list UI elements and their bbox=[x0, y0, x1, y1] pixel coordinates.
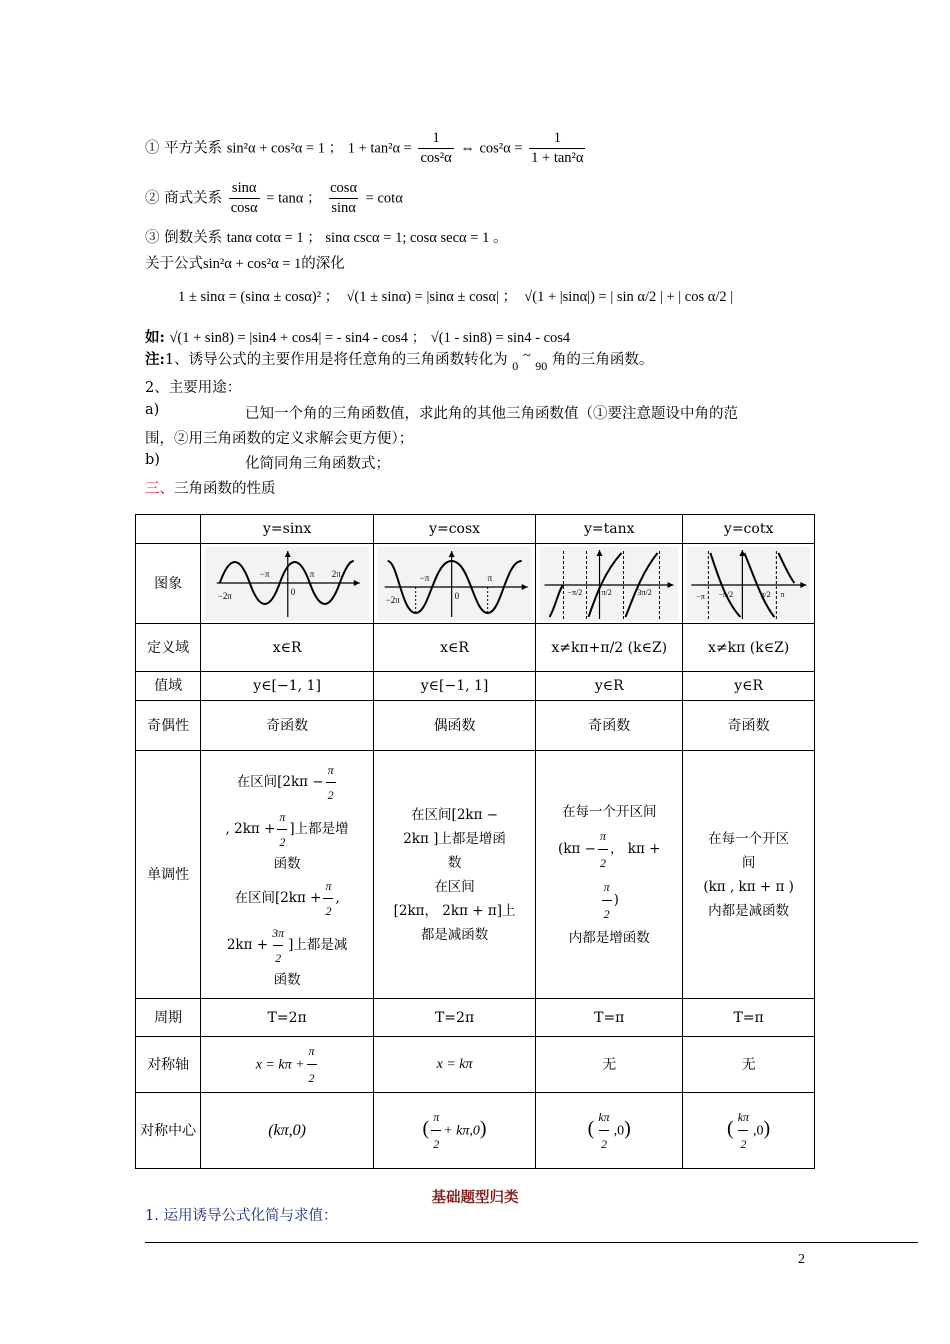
svg-text:−2π: −2π bbox=[385, 594, 400, 605]
graph-cos bbox=[373, 544, 535, 624]
svg-text:−π: −π bbox=[260, 568, 270, 579]
axis-sin: x = kπ + $\frac{\pi}{2}$ bbox=[201, 1037, 374, 1093]
cot-graph-image bbox=[687, 547, 810, 621]
example-line bbox=[145, 326, 570, 347]
square-relation-line bbox=[145, 130, 587, 167]
square-relation-eq1: sin²α + cos²α = 1 ； bbox=[226, 140, 344, 157]
row-label-axis: 对称轴 bbox=[136, 1037, 201, 1093]
mono-cos-text-3: 数 bbox=[447, 854, 462, 871]
row-label-period: 周期 bbox=[136, 999, 201, 1037]
example-eq-a: √(1 + sin8) = |sin4 + cos4| = - sin4 - cos4 ； bbox=[169, 330, 427, 346]
square-relation-eq2-frac: $\frac{1}{\text{cos²α}}$ bbox=[420, 130, 452, 166]
mono-tan-text-5: 内都是增函数 bbox=[568, 929, 650, 946]
period-tan: T=π bbox=[536, 999, 683, 1037]
svg-text:2π: 2π bbox=[332, 568, 342, 579]
mono-tan-text-1: 在每一个开区间 bbox=[562, 803, 657, 820]
quotient-frac-1: $\frac{\sin\alpha}{\cos\alpha}$ bbox=[230, 180, 258, 216]
mono-sin-text-1: 在区间[2kπ − bbox=[236, 773, 324, 790]
footer-divider bbox=[145, 1242, 918, 1243]
note1-end: 角的三角函数。 bbox=[551, 352, 654, 368]
table-row-monotonicity bbox=[136, 751, 815, 999]
period-cot: T=π bbox=[683, 999, 815, 1037]
square-relation-eq3-frac: $\frac{1}{\text{1 + tan²α}}$ bbox=[531, 130, 584, 166]
table-row-center bbox=[136, 1093, 815, 1169]
quotient-frac-2: $\frac{\cos\alpha}{\sin\alpha}$ bbox=[330, 180, 358, 216]
square-relation-eq3-left: cos²α = bbox=[479, 140, 523, 157]
deepening-text-b: 的深化 bbox=[301, 256, 345, 272]
note1-range-b: 90 bbox=[535, 359, 548, 373]
note-label: 注: bbox=[145, 351, 165, 368]
table-row-axis bbox=[136, 1037, 815, 1093]
axis-cos bbox=[373, 1037, 535, 1093]
mono-cos-text-5: [2kπ， 2kπ + π]上 bbox=[393, 902, 516, 919]
mono-cot-text-1: 在每一个开区 bbox=[708, 830, 790, 847]
axis-cos-text: x = kπ bbox=[436, 1057, 473, 1072]
row-label-range: 值域 bbox=[136, 672, 201, 701]
center-tan-text: ,0 bbox=[613, 1123, 625, 1139]
sin-graph-image bbox=[205, 547, 369, 621]
mono-sin-text-7: 2kπ + bbox=[226, 936, 269, 953]
svg-text:π: π bbox=[487, 572, 493, 583]
quotient-relation-label: ② 商式关系 bbox=[145, 190, 223, 207]
svg-text:−π/2: −π/2 bbox=[718, 589, 734, 599]
mono-sin: 在区间[2kπ − $\frac{\pi}{2}$ , 2kπ + $\frac{\pi}{2}$ ]上都是增 函数 在区间[2kπ + $\frac{\pi}{2}$ , 2kπ + $\frac{3\pi}{2}$ ]上都是减 函数 bbox=[201, 751, 374, 999]
mono-tan-text-4: ) bbox=[613, 891, 619, 908]
mono-cos-text-6: 都是减函数 bbox=[420, 926, 489, 943]
note-a-text: 已知一个角的三角函数值，求此角的其他三角函数值（①要注意题设中角的范 bbox=[245, 406, 738, 422]
row-label-monotonicity: 单调性 bbox=[136, 751, 201, 999]
deepening-formulas-line bbox=[178, 285, 733, 306]
section3-number: 三、 bbox=[145, 481, 174, 497]
mono-cos-text-1: 在区间[2kπ − bbox=[411, 806, 499, 823]
svg-text:−π: −π bbox=[696, 591, 706, 601]
axis-sin-text: x = kπ + bbox=[255, 1057, 305, 1073]
svg-text:π: π bbox=[310, 568, 315, 579]
mono-sin-text-3: ]上都是增 bbox=[289, 820, 349, 837]
svg-text:0: 0 bbox=[291, 586, 296, 597]
quotient-result-2: = cotα bbox=[365, 190, 403, 207]
deepening-eq-c-left: √(1 + |sinα|) = bbox=[524, 289, 607, 305]
deepening-eq-a: 1 ± sinα = (sinα ± cosα)² ； bbox=[178, 289, 340, 305]
header-cell-tan: y=tanx bbox=[536, 515, 683, 544]
graph-sin bbox=[201, 544, 374, 624]
reciprocal-relation-label: ③ 倒数关系 bbox=[145, 230, 223, 246]
row-label-parity: 奇偶性 bbox=[136, 701, 201, 751]
table-row-graph bbox=[136, 544, 815, 624]
parity-sin: 奇函数 bbox=[201, 701, 374, 751]
reciprocal-relation-line bbox=[145, 226, 507, 247]
svg-text:0: 0 bbox=[454, 590, 460, 601]
center-sin-text: (kπ,0) bbox=[268, 1121, 306, 1139]
basic-question-types-heading: 基础题型归类 bbox=[431, 1189, 519, 1206]
note1-range-a: 0 bbox=[512, 359, 519, 373]
graph-cot bbox=[683, 544, 815, 624]
domain-cot: x≠kπ (k∈Z) bbox=[683, 624, 815, 672]
section3-title: 三角函数的性质 bbox=[174, 481, 276, 497]
note2-line: 2、主要用途： bbox=[145, 380, 242, 396]
page-number: 2 bbox=[798, 1252, 805, 1267]
svg-text:π: π bbox=[780, 589, 785, 599]
deepening-eq-c-right: | sin α/2 | + | cos α/2 | bbox=[610, 289, 734, 305]
footer-item-1: 1. 运用诱导公式化简与求值： bbox=[145, 1208, 338, 1224]
tan-graph-image bbox=[540, 547, 678, 621]
mono-sin-text-5: 在区间[2kπ + bbox=[234, 889, 322, 906]
center-cot: ( $\frac{k\pi}{2}$ ,0) bbox=[683, 1093, 815, 1169]
mono-tan: 在每一个开区间 (kπ − $\frac{\pi}{2}$ ， kπ + $\frac{\pi}{2}$ ) 内都是增函数 bbox=[536, 751, 683, 999]
mono-sin-text-8: ]上都是减 bbox=[288, 936, 348, 953]
mono-cot-text-2: 间 bbox=[741, 854, 756, 871]
parity-cot: 奇函数 bbox=[683, 701, 815, 751]
center-cos: ( $\frac{\pi}{2}$ + kπ,0) bbox=[373, 1093, 535, 1169]
example-eq-b: √(1 - sin8) = sin4 - cos4 bbox=[430, 330, 571, 346]
header-cell-cos: y=cosx bbox=[373, 515, 535, 544]
period-sin: T=2π bbox=[201, 999, 374, 1037]
note-b-label: b) bbox=[145, 452, 160, 468]
range-sin: y∈[−1, 1] bbox=[201, 672, 374, 701]
deepening-formula: sin²α + cos²α = 1 bbox=[203, 256, 302, 272]
center-cos-text: + kπ,0 bbox=[443, 1123, 480, 1139]
center-sin bbox=[201, 1093, 374, 1169]
deepening-line bbox=[145, 252, 345, 273]
mono-cos bbox=[373, 751, 535, 999]
svg-text:π/2: π/2 bbox=[760, 589, 771, 599]
note-b-text: 化简同角三角函数式； bbox=[245, 456, 390, 472]
mono-cot bbox=[683, 751, 815, 999]
square-relation-eq2-left: 1 + tan²α = bbox=[347, 140, 412, 157]
range-tan: y∈R bbox=[536, 672, 683, 701]
axis-cot: 无 bbox=[683, 1037, 815, 1093]
table-row-parity bbox=[136, 701, 815, 751]
svg-text:π/2: π/2 bbox=[601, 587, 613, 597]
iff-symbol: ⇔ bbox=[460, 140, 475, 157]
range-cos: y∈[−1, 1] bbox=[373, 672, 535, 701]
table-row-period bbox=[136, 999, 815, 1037]
mono-sin-text-4: 函数 bbox=[273, 855, 301, 872]
cos-graph-image bbox=[378, 547, 531, 621]
section3-heading bbox=[145, 477, 276, 498]
note-a-label: a) bbox=[145, 402, 160, 418]
domain-cos: x∈R bbox=[373, 624, 535, 672]
mono-sin-text-6: , bbox=[335, 889, 340, 906]
domain-tan: x≠kπ+π/2 (k∈Z) bbox=[536, 624, 683, 672]
mono-sin-text-2: , 2kπ + bbox=[225, 820, 276, 837]
table-row-domain bbox=[136, 624, 815, 672]
note1-line bbox=[145, 348, 654, 373]
row-label-domain: 定义域 bbox=[136, 624, 201, 672]
svg-text:3π/2: 3π/2 bbox=[637, 587, 653, 597]
header-cell-empty bbox=[136, 515, 201, 544]
quotient-relation-line bbox=[145, 180, 403, 217]
mono-cot-text-3: (kπ , kπ + π ) bbox=[703, 878, 794, 895]
svg-text:−π: −π bbox=[419, 572, 430, 583]
parity-cos: 偶函数 bbox=[373, 701, 535, 751]
period-cos: T=2π bbox=[373, 999, 535, 1037]
row-label-graph: 图象 bbox=[136, 544, 201, 624]
domain-sin: x∈R bbox=[201, 624, 374, 672]
mono-tan-text-3: ， kπ + bbox=[610, 840, 661, 857]
note-a-text2: 围，②用三角函数的定义求解会更方便）； bbox=[145, 431, 414, 447]
square-relation-label: ① 平方关系 bbox=[145, 140, 223, 157]
axis-tan: 无 bbox=[536, 1037, 683, 1093]
center-cot-text: ,0 bbox=[753, 1123, 764, 1139]
graph-tan bbox=[536, 544, 683, 624]
mono-cos-text-2: 2kπ ]上都是增函 bbox=[403, 830, 506, 847]
mono-tan-text-2: (kπ − bbox=[558, 840, 596, 857]
table-header-row bbox=[136, 515, 815, 544]
trig-properties-table bbox=[135, 514, 815, 1169]
mono-sin-text-9: 函数 bbox=[273, 971, 301, 988]
header-cell-cot: y=cotx bbox=[683, 515, 815, 544]
range-cot: y∈R bbox=[683, 672, 815, 701]
header-cell-sin: y=sinx bbox=[201, 515, 374, 544]
center-tan: ( $\frac{k\pi}{2}$ ,0) bbox=[536, 1093, 683, 1169]
mono-cos-text-4: 在区间 bbox=[434, 878, 475, 895]
svg-text:−π/2: −π/2 bbox=[567, 587, 583, 597]
example-label: 如: bbox=[145, 329, 165, 346]
deepening-eq-b: √(1 ± sinα) = |sinα ± cosα| ； bbox=[346, 289, 518, 305]
reciprocal-relation-eq: tanα cotα = 1 ； sinα cscα = 1; cosα secα = 1 。 bbox=[226, 230, 508, 246]
parity-tan: 奇函数 bbox=[536, 701, 683, 751]
note1-tilde: ~ bbox=[522, 348, 531, 364]
deepening-text-a: 关于公式 bbox=[145, 256, 203, 272]
svg-text:−2π: −2π bbox=[218, 590, 233, 601]
table-row-range bbox=[136, 672, 815, 701]
note1-text: 1、诱导公式的主要作用是将任意角的三角函数转化为 bbox=[164, 352, 508, 368]
row-label-center: 对称中心 bbox=[136, 1093, 201, 1169]
quotient-result-1: = tanα ； bbox=[266, 190, 322, 207]
mono-cot-text-4: 内都是减函数 bbox=[708, 902, 790, 919]
